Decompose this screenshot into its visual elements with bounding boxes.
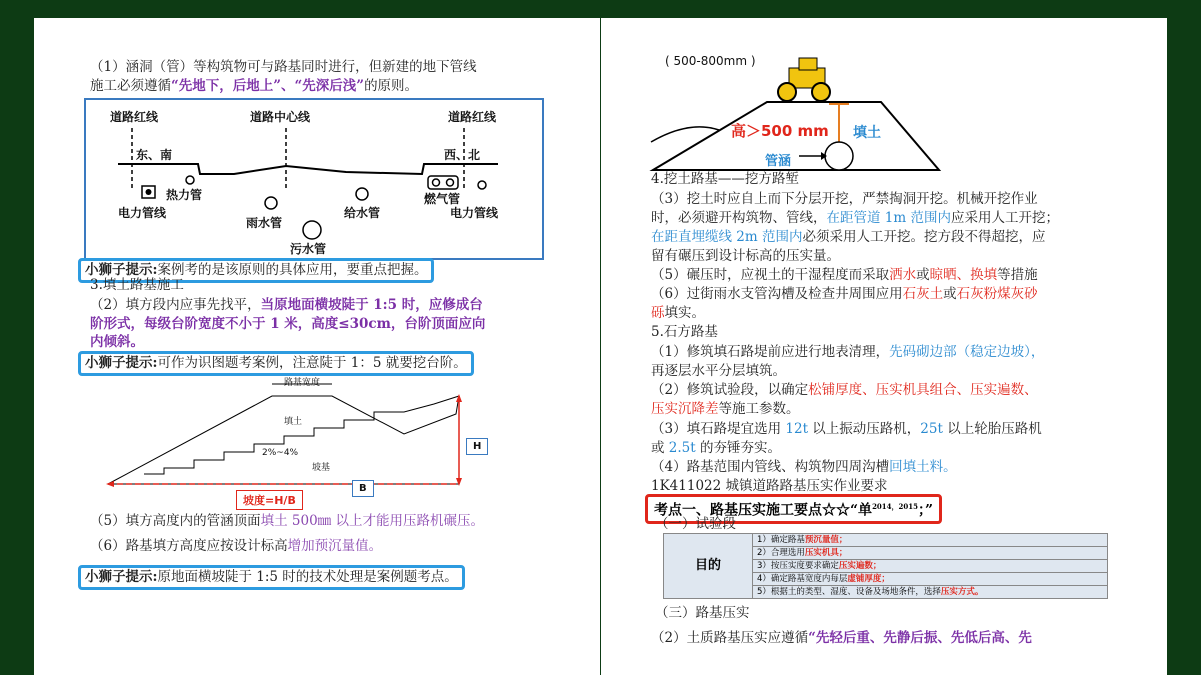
- label-power-left: 电力管线: [118, 206, 167, 220]
- r-q2: （2）修筑试验段，以确定松铺厚度、压实机具组合、压实遍数、: [651, 382, 1038, 398]
- label-west-north: 西、北: [444, 148, 481, 162]
- table-row: 1）确定路基预沉量值；: [753, 534, 1108, 547]
- table-row: 5）根据土的类型、湿度、设备及场地条件，选择压实方式。: [753, 586, 1108, 599]
- sub-heading-1: （一）试验段: [655, 516, 736, 532]
- right-page: [601, 18, 1167, 675]
- r-para-3-line2: 时，必须避开构筑物、管线，在距管道 1m 范围内应采用人工开挖；: [651, 210, 1059, 226]
- table-row: 3）按压实度要求确定压实遍数；: [753, 560, 1108, 573]
- label-red-line-right: 道路红线: [448, 110, 497, 124]
- label-heat-pipe: 热力管: [166, 188, 203, 202]
- r-q4: （4）路基范围内管线、构筑物四周沟槽回填土料。: [651, 459, 957, 475]
- label-power-right: 电力管线: [450, 206, 499, 220]
- culvert-diagram-drawing: [649, 52, 949, 174]
- r-last: （2）土质路基压实应遵循“先轻后重、先静后振、先低后高、先: [651, 630, 1032, 646]
- r-para-5: （5）碾压时，应视土的干湿程度而采取洒水或晾晒、换填等措施: [651, 267, 1038, 283]
- section-4-heading: 4.挖土路基——挖方路堑: [651, 171, 799, 187]
- pipeline-diagram: [84, 98, 544, 260]
- table-head: 目的: [664, 534, 753, 599]
- label-h: H: [466, 438, 488, 455]
- label-center-line: 道路中心线: [250, 110, 311, 124]
- section-5-heading: 5.石方路基: [651, 324, 718, 340]
- para-6: （6）路基填方高度应按设计标高增加预沉量值。: [90, 538, 383, 554]
- section-3-heading: 3.填土路基施工: [90, 277, 184, 293]
- r-q1: （1）修筑填石路堤前应进行地表清理，先码砌边部（稳定边坡），: [651, 344, 1045, 360]
- para-1-line2: 施工必须遵循“先地下，后地上”、“先深后浅”的原则。: [90, 78, 419, 94]
- r-para-3: （3）挖土时应自上而下分层开挖，严禁掏洞开挖。机械开挖作业: [651, 191, 1038, 207]
- label-gas-pipe: 燃气管: [424, 192, 461, 206]
- r-q1-line2: 再逐层水平分层填筑。: [651, 363, 786, 379]
- culvert-diagram: [649, 52, 949, 174]
- keypoint-box: 考点一、路基压实施工要点☆☆“单$^{2014,2015}$；”: [645, 494, 942, 524]
- r-q3-line2: 或 2.5t 的夯锤夯实。: [651, 440, 781, 456]
- label-fill: 填土: [284, 417, 303, 427]
- label-height: 高＞500 mm: [731, 122, 829, 140]
- para-2-line2: 阶形式，每级台阶宽度不小于 1 米，高度≤30cm，台阶顶面应向: [90, 316, 486, 332]
- tip-box-3: 小狮子提示:原地面横坡陡于 1:5 时的技术处理是案例题考点。: [78, 565, 465, 590]
- r-para-6: （6）过街雨水支管沟槽及检查井周围应用石灰土或石灰粉煤灰砂: [651, 286, 1038, 302]
- label-water-pipe: 给水管: [344, 206, 381, 220]
- para-2-line3: 内倾斜。: [90, 334, 144, 350]
- purpose-table: [663, 533, 1108, 599]
- label-fill-right: 填土: [853, 125, 881, 141]
- r-q3: （3）填石路堤宜选用 12t 以上振动压路机，25t 以上轮胎压路机: [651, 421, 1042, 437]
- table-row: 2）合理选用压实机具；: [753, 547, 1108, 560]
- label-slope-pct: 2%~4%: [262, 448, 299, 458]
- slope-diagram-drawing: [104, 374, 504, 514]
- r-para-3-line3: 在距直埋缆线 2m 范围内必须采用人工开挖。挖方段不得超挖，应: [651, 229, 1046, 245]
- r-para-6-line2: 砾填实。: [651, 305, 705, 321]
- para-1: （1）涵洞（管）等构筑物可与路基同时进行，但新建的地下管线: [90, 59, 477, 75]
- para-5: （5）填方高度内的管涵顶面填土 500㎜ 以上才能用压路机碾压。: [90, 513, 484, 529]
- slope-diagram: [104, 374, 504, 514]
- r-para-3-line4: 留有碾压到设计标高的压实量。: [651, 248, 840, 264]
- label-east-south: 东、南: [136, 148, 173, 162]
- left-page: [34, 18, 600, 675]
- label-road-width: 路基宽度: [284, 378, 321, 388]
- label-rain-pipe: 雨水管: [246, 216, 283, 230]
- table-row: 4）确定路基宽度内每层虚铺厚度；: [753, 573, 1108, 586]
- tip-box-2: 小狮子提示:可作为识图题考案例，注意陡于 1：5 就要挖台阶。: [78, 351, 474, 376]
- para-2: （2）填方段内应事先找平，当原地面横坡陡于 1:5 时，应修成台: [90, 297, 483, 313]
- label-culvert: 管涵: [765, 154, 792, 169]
- label-slope-ratio: 坡度=H/B: [236, 490, 303, 510]
- label-red-line-left: 道路红线: [110, 110, 159, 124]
- code-heading: 1K411022 城镇道路路基压实作业要求: [651, 478, 888, 494]
- label-slope-base: 坡基: [312, 463, 331, 473]
- label-sewage-pipe: 污水管: [290, 242, 327, 256]
- tip-box-1: 小狮子提示:案例考的是该原则的具体应用，要重点把握。: [78, 258, 434, 283]
- label-range: ( 500-800mm ): [665, 54, 756, 68]
- sub-heading-3: （三）路基压实: [655, 605, 750, 621]
- r-q2-line2: 压实沉降差等施工参数。: [651, 401, 800, 417]
- label-b: B: [352, 480, 374, 497]
